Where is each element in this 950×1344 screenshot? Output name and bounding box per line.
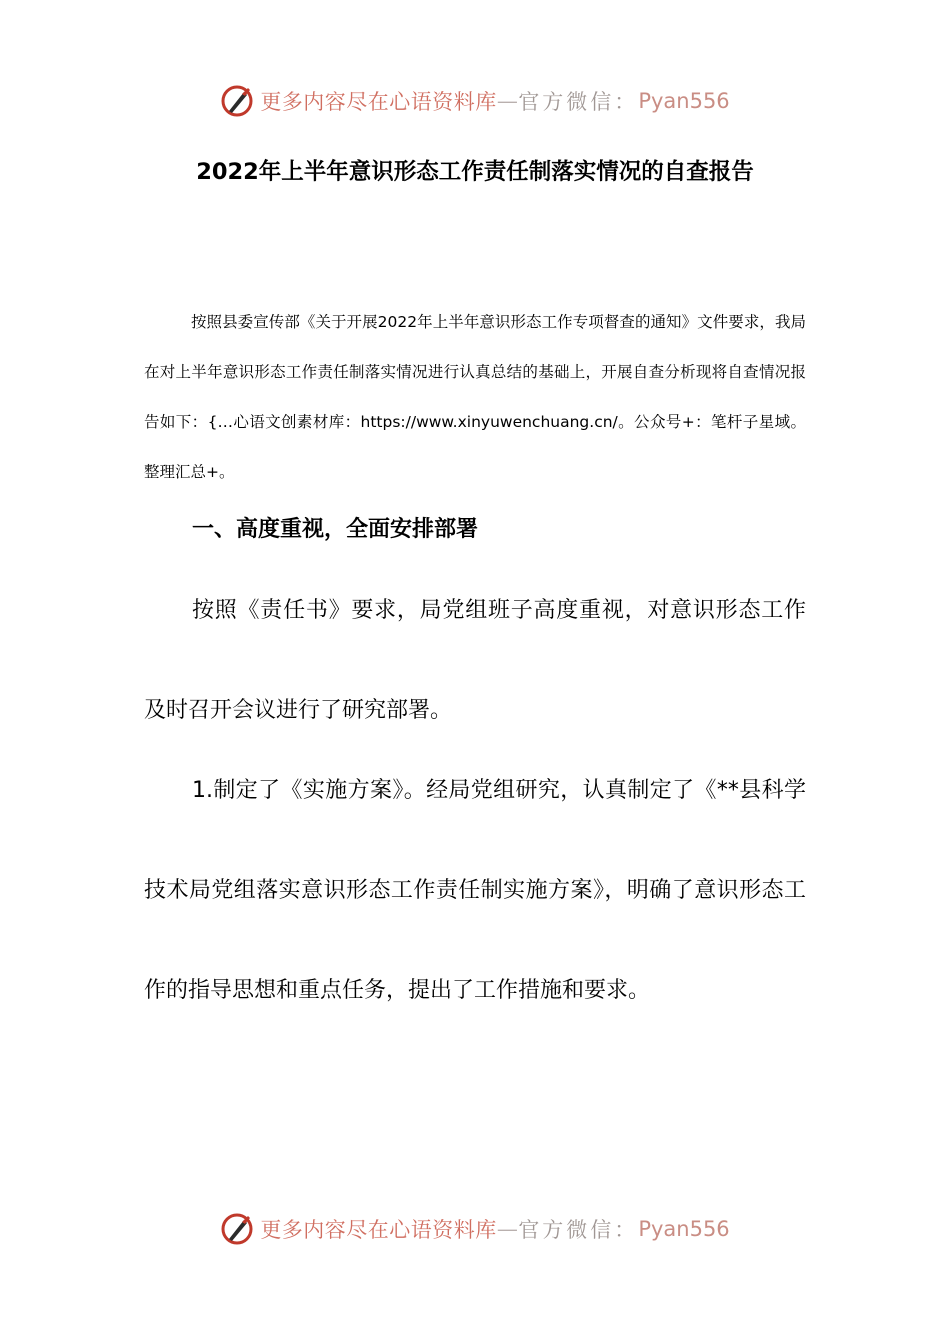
watermark-wechat-id: Pyan556 xyxy=(638,89,730,113)
quill-logo-icon xyxy=(220,84,254,118)
body-paragraph-1: 按照《责任书》要求，局党组班子高度重视，对意识形态工作及时召开会议进行了研究部署。 xyxy=(144,598,806,723)
section-heading: 一、高度重视，全面安排部署 xyxy=(192,517,479,542)
intro-paragraph: 按照县委宣传部《关于开展2022年上半年意识形态工作专项督查的通知》文件要求，我局在对上半年意识形态工作责任制落实情况进行认真总结的基础上，开展自查分析现将自查情况报告如下：{…心语文创素材库：https://www.xinyuwenchuang.cn/。公众号+：笔杆子星域。整理汇总+。 xyxy=(144,313,806,481)
watermark-wechat-label: 官方微信： xyxy=(518,90,639,114)
watermark-brand: 更多内容尽在心语资料库 xyxy=(260,90,497,114)
watermark-wechat-label: 官方微信： xyxy=(518,1218,639,1242)
footer-watermark xyxy=(0,1212,950,1246)
watermark-brand: 更多内容尽在心语资料库 xyxy=(260,1218,497,1242)
quill-logo-icon xyxy=(220,1212,254,1246)
watermark-wechat-id: Pyan556 xyxy=(638,1217,730,1241)
watermark-separator: — xyxy=(496,1217,519,1241)
header-watermark xyxy=(0,84,950,118)
body-paragraph-2: 1.制定了《实施方案》。经局党组研究，认真制定了《**县科学技术局党组落实意识形态工作责任制实施方案》，明确了意识形态工作的指导思想和重点任务，提出了工作措施和要求。 xyxy=(144,778,806,1003)
document-title: 2022年上半年意识形态工作责任制落实情况的自查报告 xyxy=(196,159,754,185)
watermark-separator: — xyxy=(496,89,519,113)
